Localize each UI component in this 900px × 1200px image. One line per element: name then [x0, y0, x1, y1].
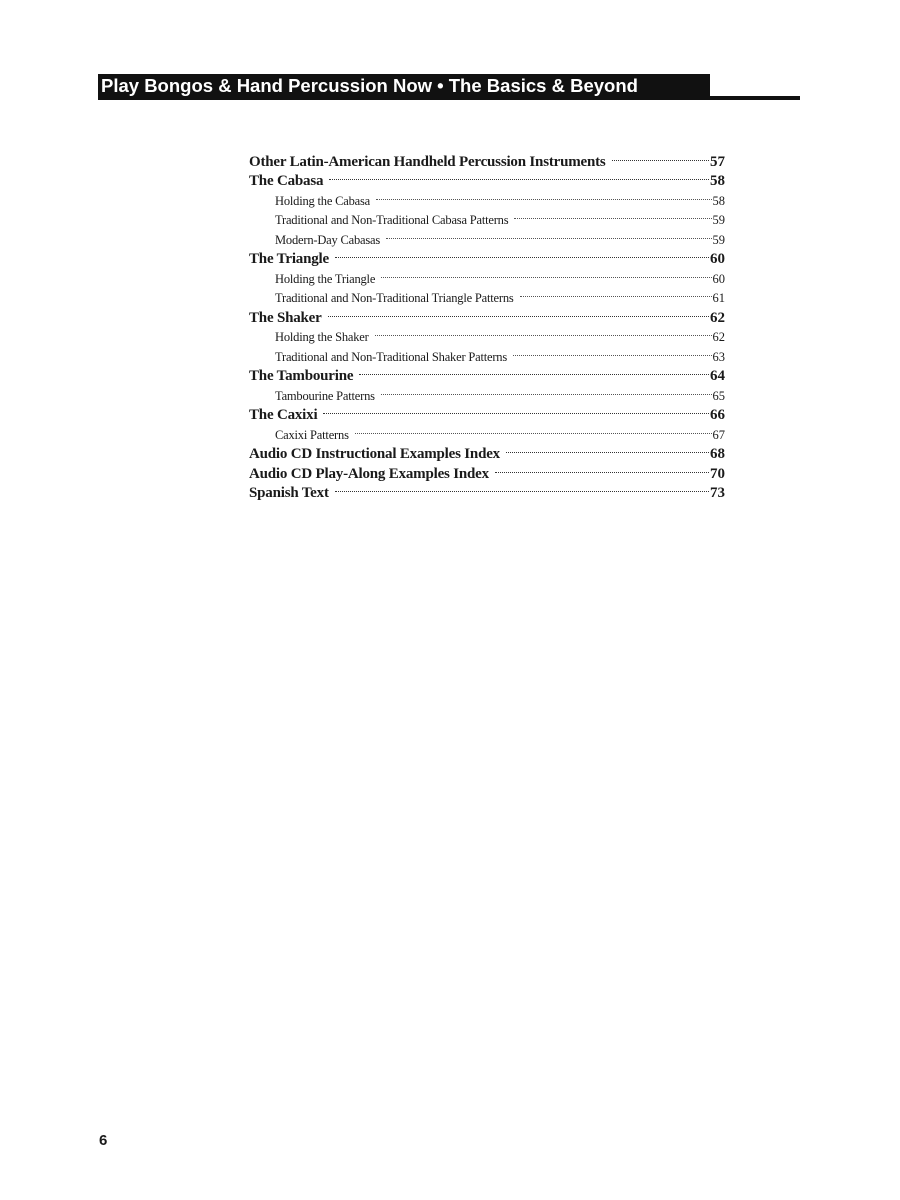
toc-entry-label: The Cabasa [249, 173, 324, 189]
toc-entry-label: Spanish Text [249, 485, 329, 501]
toc-dot-leader [355, 419, 712, 439]
toc-entry-label: Holding the Triangle [275, 271, 376, 286]
toc-entry-label: Audio CD Play-Along Examples Index [249, 465, 489, 482]
toc-entry-page: 62 [712, 330, 725, 344]
toc-dot-leader [328, 302, 709, 322]
toc-dot-leader [495, 458, 709, 478]
toc-dot-leader [359, 361, 709, 381]
toc-entry-page: 58 [712, 193, 725, 208]
running-header: Play Bongos & Hand Percussion Now • The Basics & Beyond [98, 74, 710, 98]
toc-entry-page: 61 [712, 291, 725, 305]
toc-dot-leader [514, 205, 711, 225]
toc-entry-page: 59 [712, 232, 725, 247]
toc-entry-page: 60 [712, 271, 725, 286]
toc-dot-leader [520, 283, 712, 303]
toc-entry-label: The Shaker [249, 309, 322, 326]
toc-dot-leader [376, 185, 712, 205]
toc-dot-leader [375, 322, 712, 342]
toc-dot-leader [381, 380, 712, 400]
toc-entry-page: 62 [710, 309, 725, 326]
toc-entry-page: 59 [712, 213, 725, 227]
toc-dot-leader [513, 341, 711, 361]
toc-entry-label: Holding the Cabasa [275, 193, 370, 208]
toc-entry-label: The Triangle [249, 251, 329, 267]
toc-dot-leader [329, 166, 709, 186]
toc-entry-label: The Tambourine [249, 368, 354, 384]
toc-entry-page: 73 [710, 485, 725, 501]
toc-entry-label: Traditional and Non-Traditional Shaker Patterns [275, 349, 508, 364]
toc-entry[interactable] [249, 146, 725, 170]
toc-entry-page: 65 [712, 388, 725, 403]
toc-entry-page: 64 [710, 368, 725, 384]
toc-entry-page: 58 [710, 173, 725, 189]
header-rule [98, 96, 800, 100]
toc-dot-leader [506, 439, 709, 459]
page-number: 6 [99, 1132, 108, 1149]
toc-entry-label: Caxixi Patterns [275, 427, 349, 442]
toc-entry-label: Holding the Shaker [275, 330, 369, 344]
toc-entry-label: Tambourine Patterns [275, 388, 375, 403]
toc-entry-page: 57 [710, 153, 725, 170]
toc-entry-page: 67 [712, 427, 725, 442]
toc-dot-leader [335, 244, 709, 264]
toc-dot-leader [335, 478, 709, 498]
toc-dot-leader [386, 224, 711, 244]
toc-entry-page: 63 [712, 349, 725, 364]
toc-entry-label: Traditional and Non-Traditional Cabasa Patterns [275, 213, 509, 227]
toc-entry-label: Audio CD Instructional Examples Index [249, 446, 500, 462]
toc-entry-label: Other Latin-American Handheld Percussion Instruments [249, 153, 606, 170]
table-of-contents [249, 146, 725, 501]
toc-entry-page: 60 [710, 251, 725, 267]
toc-subentry[interactable] [249, 419, 725, 442]
toc-dot-leader [323, 400, 709, 420]
toc-entry-page: 70 [710, 465, 725, 482]
toc-entry-label: Modern-Day Cabasas [275, 232, 381, 247]
toc-entry-label: The Caxixi [249, 407, 318, 423]
toc-dot-leader [612, 146, 709, 166]
toc-entry-page: 68 [710, 446, 725, 462]
toc-entry-page: 66 [710, 407, 725, 423]
toc-dot-leader [381, 263, 711, 283]
toc-entry-label: Traditional and Non-Traditional Triangle Patterns [275, 291, 514, 305]
